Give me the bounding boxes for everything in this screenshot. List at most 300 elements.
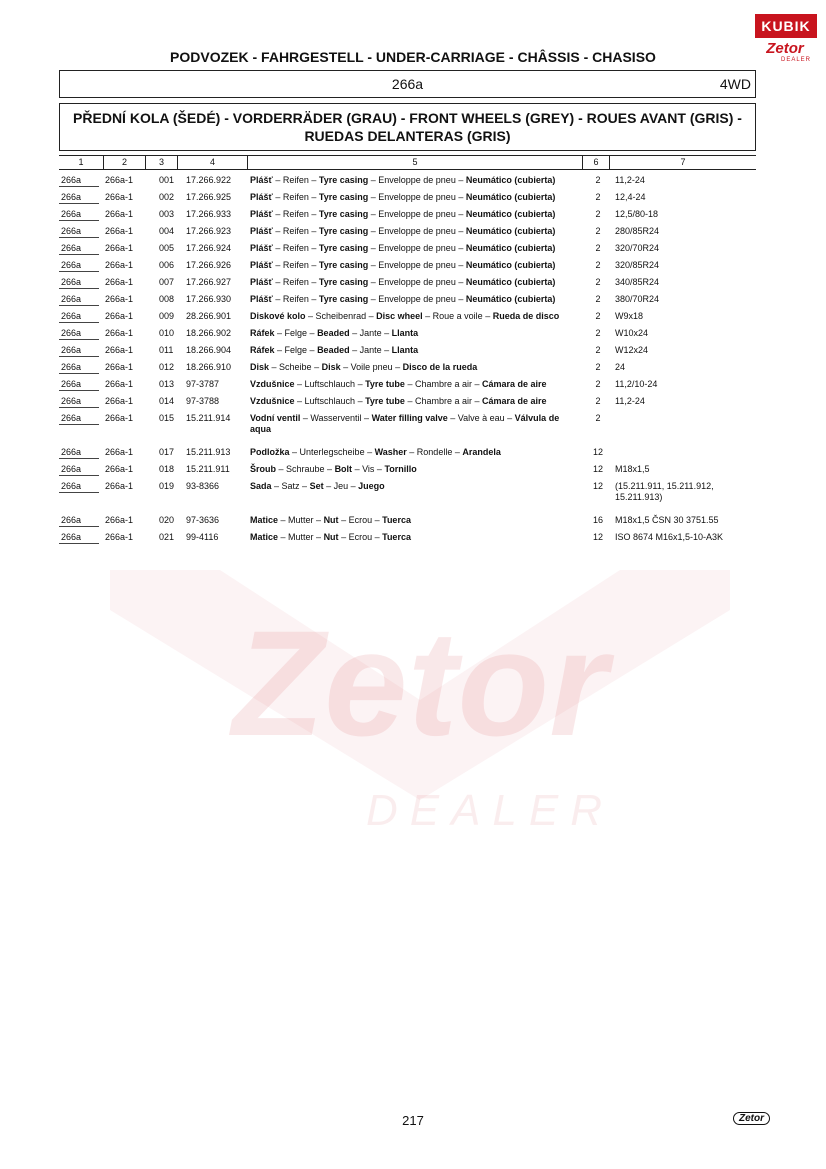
- table-row: [59, 444, 756, 461]
- desc-cz: Plášť: [250, 243, 273, 253]
- column-header: 7: [609, 156, 756, 169]
- desc-en: Tyre casing: [318, 192, 369, 202]
- cell-description: Matice – Mutter – Nut – Ecrou – Tuerca: [250, 532, 411, 542]
- column-header: 1: [78, 157, 84, 167]
- cell-description: Vodní ventil – Wasserventil – Water filling valve – Valve à eau – Válvula de aqua: [250, 413, 560, 434]
- logo-kubik-text: KUBIK: [755, 14, 817, 38]
- desc-en: Tyre casing: [318, 243, 369, 253]
- cell-note: 11,2/10-24: [615, 379, 658, 389]
- desc-cz: Matice: [250, 532, 279, 542]
- cell-subgroup: 266a-1: [105, 447, 134, 457]
- cell-position: 005: [159, 243, 175, 253]
- desc-de: Reifen: [282, 192, 309, 202]
- table-row: [59, 206, 756, 223]
- column-header: 3: [145, 156, 177, 169]
- column-header: 2: [103, 156, 145, 169]
- cell-position: 002: [159, 192, 175, 202]
- cell-subgroup: 266a-1: [105, 192, 134, 202]
- cell-group: 266a: [61, 209, 82, 219]
- column-header: 6: [582, 156, 609, 169]
- desc-es: Neumático (cubierta): [465, 243, 556, 253]
- cell-subgroup: 266a-1: [105, 532, 134, 542]
- desc-de: Wasserventil: [310, 413, 362, 423]
- cell-note: 380/70R24: [615, 294, 660, 304]
- section-title-box: [59, 103, 756, 151]
- cell-group: 266a: [61, 481, 82, 491]
- cell-part-number: 17.266.926: [186, 260, 232, 270]
- cell-subgroup: 266a-1: [105, 175, 134, 185]
- cell-group: 266a: [61, 345, 82, 355]
- desc-fr: Enveloppe de pneu: [378, 243, 456, 253]
- cell-note: W12x24: [615, 345, 649, 355]
- desc-de: Scheibe: [279, 362, 312, 372]
- cell-position: 011: [159, 345, 174, 355]
- cell-subgroup: 266a-1: [105, 311, 134, 321]
- cell-subgroup: 266a-1: [105, 260, 134, 270]
- cell-part-number: 15.211.913: [186, 447, 231, 457]
- cell-description: Diskové kolo – Scheibenrad – Disc wheel – Roue a voile – Rueda de disco: [250, 311, 560, 321]
- cell-note: (15.211.911, 15.211.912, 15.211.913): [615, 481, 714, 502]
- cell-subgroup: 266a-1: [105, 294, 134, 304]
- desc-de: Luftschlauch: [304, 379, 356, 389]
- table-row: [59, 461, 756, 478]
- underline: [59, 407, 99, 408]
- desc-fr: Vis: [362, 464, 375, 474]
- cell-quantity: 2: [595, 192, 601, 202]
- table-row: [59, 223, 756, 240]
- desc-cz: Plášť: [250, 226, 273, 236]
- underline: [59, 254, 99, 255]
- underline: [59, 458, 99, 459]
- cell-note: M18x1,5: [615, 464, 650, 474]
- desc-fr: Enveloppe de pneu: [378, 209, 456, 219]
- cell-subgroup: 266a-1: [105, 209, 134, 219]
- cell-note: 280/85R24: [615, 226, 660, 236]
- cell-note: ISO 8674 M16x1,5-10-A3K: [615, 532, 724, 542]
- desc-fr: Jante: [359, 345, 382, 355]
- cell-group: 266a: [61, 464, 82, 474]
- desc-en: Tyre tube: [365, 396, 405, 406]
- cell-quantity: 2: [595, 379, 601, 389]
- cell-note: 12,5/80-18: [615, 209, 659, 219]
- cell-quantity: 2: [595, 294, 601, 304]
- cell-group: 266a: [61, 243, 82, 253]
- desc-de: Luftschlauch: [304, 396, 356, 406]
- cell-part-number: 17.266.922: [186, 175, 232, 185]
- cell-description: Plášť – Reifen – Tyre casing – Enveloppe de pneu – Neumático (cubierta): [250, 294, 556, 304]
- cell-part-number: 93-8366: [186, 481, 220, 491]
- desc-es: Cámara de aire: [482, 379, 547, 389]
- cell-position: 010: [159, 328, 175, 338]
- cell-part-number: 15.211.911: [186, 464, 230, 474]
- desc-cz: Ráfek: [250, 328, 275, 338]
- cell-group: 266a: [61, 294, 82, 304]
- table-row: [59, 478, 756, 512]
- desc-es: Neumático (cubierta): [465, 277, 556, 287]
- table-row: [59, 512, 756, 529]
- cell-note: 11,2-24: [615, 396, 645, 406]
- desc-fr: Ecrou: [348, 532, 373, 542]
- cell-group: 266a: [61, 362, 82, 372]
- desc-fr: Valve à eau: [457, 413, 505, 423]
- table-row: [59, 325, 756, 342]
- desc-fr: Enveloppe de pneu: [378, 260, 456, 270]
- desc-de: Mutter: [288, 515, 314, 525]
- cell-subgroup: 266a-1: [105, 328, 134, 338]
- desc-fr: Roue a voile: [432, 311, 483, 321]
- cell-part-number: 97-3787: [186, 379, 220, 389]
- desc-en: Nut: [323, 515, 339, 525]
- desc-en: Bolt: [334, 464, 353, 474]
- cell-description: Plášť – Reifen – Tyre casing – Enveloppe de pneu – Neumático (cubierta): [250, 277, 556, 287]
- cell-position: 004: [159, 226, 175, 236]
- cell-quantity: 2: [595, 396, 601, 406]
- underline: [59, 526, 99, 527]
- desc-es: Llanta: [391, 345, 419, 355]
- cell-subgroup: 266a-1: [105, 413, 134, 423]
- desc-cz: Vzdušnice: [250, 396, 295, 406]
- desc-en: Beaded: [317, 345, 350, 355]
- parts-table: [59, 172, 756, 546]
- desc-fr: Ecrou: [348, 515, 373, 525]
- cell-description: Matice – Mutter – Nut – Ecrou – Tuerca: [250, 515, 411, 525]
- cell-subgroup: 266a-1: [105, 345, 134, 355]
- desc-fr: Jante: [359, 328, 382, 338]
- cell-quantity: 2: [595, 413, 601, 423]
- cell-quantity: 2: [595, 175, 601, 185]
- desc-de: Reifen: [282, 294, 309, 304]
- cell-quantity: 2: [595, 362, 601, 372]
- desc-en: Tyre casing: [318, 175, 369, 185]
- cell-quantity: 2: [595, 345, 601, 355]
- page-title: PODVOZEK - FAHRGESTELL - UNDER-CARRIAGE - CHÂSSIS - CHASISO: [170, 49, 656, 65]
- desc-en: Water filling valve: [371, 413, 448, 423]
- cell-subgroup: 266a-1: [105, 396, 134, 406]
- underline: [59, 186, 99, 187]
- cell-group: 266a: [61, 277, 82, 287]
- cell-description: Plášť – Reifen – Tyre casing – Enveloppe de pneu – Neumático (cubierta): [250, 192, 556, 202]
- desc-fr: Voile pneu: [350, 362, 393, 372]
- cell-quantity: 12: [592, 464, 603, 474]
- desc-cz: Plášť: [250, 209, 273, 219]
- cell-subgroup: 266a-1: [105, 379, 134, 389]
- cell-quantity: 12: [592, 481, 603, 491]
- desc-es: Rueda de disco: [492, 311, 560, 321]
- cell-part-number: 17.266.927: [186, 277, 232, 287]
- cell-part-number: 17.266.923: [186, 226, 232, 236]
- desc-en: Tyre tube: [365, 379, 405, 389]
- cell-group: 266a: [61, 396, 82, 406]
- underline: [59, 220, 99, 221]
- cell-position: 007: [159, 277, 175, 287]
- cell-group: 266a: [61, 328, 82, 338]
- cell-note: M18x1,5 ČSN 30 3751.55: [615, 515, 719, 525]
- underline: [59, 356, 99, 357]
- desc-es: Juego: [358, 481, 385, 491]
- cell-position: 014: [159, 396, 175, 406]
- cell-note: W9x18: [615, 311, 644, 321]
- desc-de: Reifen: [282, 175, 309, 185]
- section-title-line2: RUEDAS DELANTERAS (GRIS): [304, 128, 511, 144]
- table-row: [59, 376, 756, 393]
- cell-description: Vzdušnice – Luftschlauch – Tyre tube – Chambre a air – Cámara de aire: [250, 396, 547, 406]
- footer-zetor-logo: Zetor: [733, 1112, 770, 1125]
- desc-cz: Disk: [250, 362, 270, 372]
- cell-group: 266a: [61, 515, 82, 525]
- table-row: [59, 529, 756, 546]
- logo-zetor-text: Zetor: [766, 40, 804, 57]
- desc-cz: Plášť: [250, 175, 273, 185]
- cell-description: Ráfek – Felge – Beaded – Jante – Llanta: [250, 345, 419, 355]
- cell-position: 015: [159, 413, 175, 423]
- column-header: 4: [177, 156, 247, 169]
- underline: [59, 305, 99, 306]
- desc-cz: Plášť: [250, 260, 273, 270]
- cell-description: Plášť – Reifen – Tyre casing – Enveloppe de pneu – Neumático (cubierta): [250, 209, 556, 219]
- cell-position: 013: [159, 379, 175, 389]
- group-code: 266a: [391, 76, 424, 92]
- cell-group: 266a: [61, 192, 82, 202]
- cell-quantity: 2: [595, 209, 601, 219]
- cell-part-number: 17.266.924: [186, 243, 232, 253]
- underline: [59, 322, 99, 323]
- underline: [59, 424, 99, 425]
- cell-note: 11,2-24: [615, 175, 645, 185]
- cell-position: 001: [159, 175, 175, 185]
- cell-quantity: 16: [592, 515, 603, 525]
- cell-part-number: 18.266.902: [186, 328, 232, 338]
- table-row: [59, 240, 756, 257]
- cell-quantity: 12: [592, 532, 603, 542]
- desc-en: Tyre casing: [318, 294, 369, 304]
- cell-quantity: 2: [595, 277, 601, 287]
- cell-subgroup: 266a-1: [105, 277, 134, 287]
- desc-es: Arandela: [462, 447, 501, 457]
- desc-es: Neumático (cubierta): [465, 175, 556, 185]
- cell-description: Plášť – Reifen – Tyre casing – Enveloppe de pneu – Neumático (cubierta): [250, 175, 556, 185]
- cell-part-number: 15.211.914: [186, 413, 231, 423]
- cell-position: 018: [159, 464, 175, 474]
- cell-position: 019: [159, 481, 175, 491]
- cell-group: 266a: [61, 447, 82, 457]
- underline: [59, 475, 99, 476]
- cell-group: 266a: [61, 260, 82, 270]
- desc-cz: Šroub: [250, 464, 276, 474]
- cell-group: 266a: [61, 175, 82, 185]
- desc-fr: Enveloppe de pneu: [378, 294, 456, 304]
- cell-group: 266a: [61, 311, 82, 321]
- table-row: [59, 342, 756, 359]
- watermark-dealer-text: DEALER: [365, 786, 615, 835]
- cell-quantity: 2: [595, 243, 601, 253]
- cell-position: 008: [159, 294, 175, 304]
- cell-part-number: 17.266.930: [186, 294, 232, 304]
- desc-fr: Enveloppe de pneu: [378, 192, 456, 202]
- desc-de: Reifen: [282, 260, 309, 270]
- desc-de: Schraube: [286, 464, 325, 474]
- cell-part-number: 28.266.901: [186, 311, 232, 321]
- desc-en: Nut: [323, 532, 339, 542]
- cell-part-number: 97-3636: [186, 515, 220, 525]
- table-row: [59, 308, 756, 325]
- cell-part-number: 17.266.933: [186, 209, 232, 219]
- desc-fr: Enveloppe de pneu: [378, 277, 456, 287]
- desc-de: Reifen: [282, 226, 309, 236]
- cell-note: 320/70R24: [615, 243, 660, 253]
- cell-quantity: 2: [595, 311, 601, 321]
- desc-de: Reifen: [282, 209, 309, 219]
- cell-position: 009: [159, 311, 175, 321]
- underline: [59, 237, 99, 238]
- cell-note: 340/85R24: [615, 277, 660, 287]
- underline: [59, 203, 99, 204]
- desc-cz: Podložka: [250, 447, 290, 457]
- desc-es: Llanta: [391, 328, 419, 338]
- cell-subgroup: 266a-1: [105, 481, 134, 491]
- cell-subgroup: 266a-1: [105, 464, 134, 474]
- desc-cz: Diskové kolo: [250, 311, 306, 321]
- group-box: [59, 70, 756, 98]
- desc-en: Disc wheel: [376, 311, 423, 321]
- desc-cz: Plášť: [250, 294, 273, 304]
- cell-note: W10x24: [615, 328, 649, 338]
- desc-de: Reifen: [282, 243, 309, 253]
- desc-es: Neumático (cubierta): [465, 294, 556, 304]
- column-header-row: [59, 155, 756, 170]
- desc-en: Set: [309, 481, 324, 491]
- desc-en: Tyre casing: [318, 277, 369, 287]
- desc-es: Tuerca: [382, 532, 411, 542]
- desc-en: Tyre casing: [318, 226, 369, 236]
- cell-position: 021: [159, 532, 175, 542]
- desc-cz: Plášť: [250, 277, 273, 287]
- cell-description: Plášť – Reifen – Tyre casing – Enveloppe de pneu – Neumático (cubierta): [250, 226, 556, 236]
- cell-position: 012: [159, 362, 175, 372]
- cell-part-number: 17.266.925: [186, 192, 232, 202]
- desc-fr: Enveloppe de pneu: [378, 175, 456, 185]
- desc-cz: Matice: [250, 515, 279, 525]
- desc-es: Cámara de aire: [482, 396, 547, 406]
- desc-de: Reifen: [282, 277, 309, 287]
- watermark-zetor-text: Zetor: [232, 599, 608, 767]
- desc-es: Válvula de aqua: [250, 413, 560, 434]
- cell-description: Disk – Scheibe – Disk – Voile pneu – Disco de la rueda: [250, 362, 478, 372]
- logo-dealer-text: DEALER: [780, 57, 811, 63]
- table-row: [59, 274, 756, 291]
- desc-en: Tyre casing: [318, 209, 369, 219]
- section-title-line1: PŘEDNÍ KOLA (ŠEDÉ) - VORDERRÄDER (GRAU) - FRONT WHEELS (GREY) - ROUES AVANT (GRIS) -: [73, 110, 742, 126]
- cell-position: 020: [159, 515, 175, 525]
- cell-description: Plášť – Reifen – Tyre casing – Enveloppe de pneu – Neumático (cubierta): [250, 260, 556, 270]
- table-row: [59, 393, 756, 410]
- desc-es: Tuerca: [382, 515, 411, 525]
- table-row: [59, 172, 756, 189]
- cell-description: Plášť – Reifen – Tyre casing – Enveloppe de pneu – Neumático (cubierta): [250, 243, 556, 253]
- table-row: [59, 291, 756, 308]
- cell-position: 006: [159, 260, 175, 270]
- desc-es: Neumático (cubierta): [465, 260, 556, 270]
- cell-part-number: 18.266.910: [186, 362, 232, 372]
- cell-position: 003: [159, 209, 175, 219]
- cell-position: 017: [159, 447, 175, 457]
- desc-cz: Ráfek: [250, 345, 275, 355]
- desc-cz: Vodní ventil: [250, 413, 301, 423]
- underline: [59, 373, 99, 374]
- cell-note: 320/85R24: [615, 260, 660, 270]
- table-row: [59, 189, 756, 206]
- underline: [59, 271, 99, 272]
- cell-quantity: 2: [595, 226, 601, 236]
- desc-en: Tyre casing: [318, 260, 369, 270]
- underline: [59, 492, 99, 493]
- cell-description: Šroub – Schraube – Bolt – Vis – Tornillo: [250, 464, 417, 474]
- desc-fr: Enveloppe de pneu: [378, 226, 456, 236]
- desc-fr: Rondelle: [416, 447, 453, 457]
- desc-de: Satz: [281, 481, 300, 491]
- cell-subgroup: 266a-1: [105, 226, 134, 236]
- desc-en: Disk: [321, 362, 341, 372]
- cell-group: 266a: [61, 413, 82, 423]
- underline: [59, 288, 99, 289]
- desc-cz: Sada: [250, 481, 272, 491]
- desc-es: Neumático (cubierta): [465, 192, 556, 202]
- desc-es: Neumático (cubierta): [465, 226, 556, 236]
- desc-de: Mutter: [288, 532, 314, 542]
- desc-es: Tornillo: [384, 464, 417, 474]
- desc-de: Felge: [284, 328, 308, 338]
- desc-es: Neumático (cubierta): [465, 209, 556, 219]
- desc-de: Felge: [284, 345, 308, 355]
- cell-subgroup: 266a-1: [105, 362, 134, 372]
- table-row: [59, 257, 756, 274]
- cell-part-number: 99-4116: [186, 532, 219, 542]
- cell-description: Ráfek – Felge – Beaded – Jante – Llanta: [250, 328, 419, 338]
- underline: [59, 339, 99, 340]
- drive-type: 4WD: [719, 76, 751, 92]
- cell-group: 266a: [61, 379, 82, 389]
- table-row: [59, 359, 756, 376]
- desc-en: Washer: [374, 447, 407, 457]
- page-number: 217: [402, 1113, 424, 1128]
- desc-de: Unterlegscheibe: [299, 447, 365, 457]
- desc-en: Beaded: [317, 328, 350, 338]
- cell-note: 12,4-24: [615, 192, 646, 202]
- cell-description: Podložka – Unterlegscheibe – Washer – Rondelle – Arandela: [250, 447, 501, 457]
- cell-subgroup: 266a-1: [105, 515, 134, 525]
- desc-es: Disco de la rueda: [402, 362, 478, 372]
- cell-description: Vzdušnice – Luftschlauch – Tyre tube – Chambre a air – Cámara de aire: [250, 379, 547, 389]
- cell-part-number: 18.266.904: [186, 345, 232, 355]
- cell-description: Sada – Satz – Set – Jeu – Juego: [250, 481, 385, 491]
- desc-de: Scheibenrad: [315, 311, 367, 321]
- underline: [59, 543, 99, 544]
- cell-note: 24: [615, 362, 626, 372]
- desc-cz: Vzdušnice: [250, 379, 295, 389]
- table-row: [59, 410, 756, 444]
- cell-subgroup: 266a-1: [105, 243, 134, 253]
- desc-fr: Chambre a air: [414, 379, 472, 389]
- cell-part-number: 97-3788: [186, 396, 220, 406]
- desc-fr: Jeu: [333, 481, 349, 491]
- desc-fr: Chambre a air: [414, 396, 472, 406]
- column-header: 5: [247, 156, 582, 169]
- cell-group: 266a: [61, 226, 82, 236]
- cell-group: 266a: [61, 532, 82, 542]
- cell-quantity: 12: [592, 447, 603, 457]
- desc-cz: Plášť: [250, 192, 273, 202]
- cell-quantity: 2: [595, 260, 601, 270]
- cell-quantity: 2: [595, 328, 601, 338]
